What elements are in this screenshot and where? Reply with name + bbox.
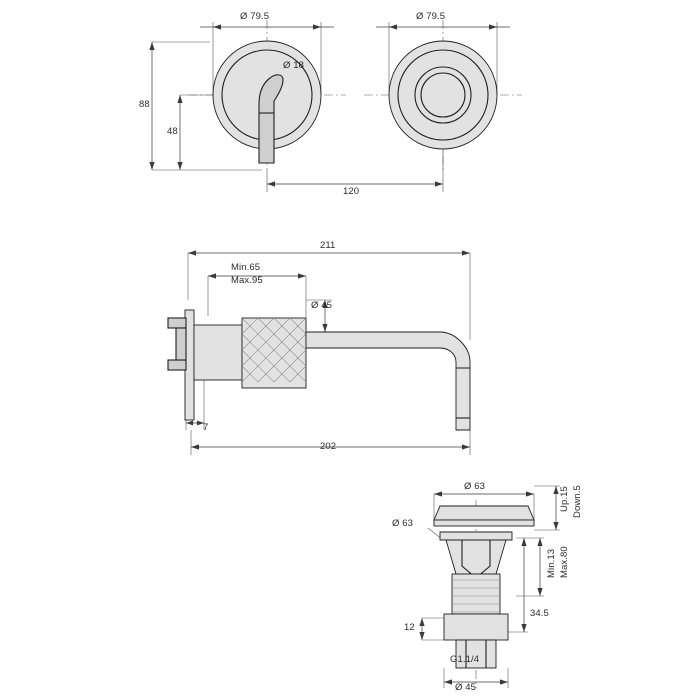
dim-handle-height-axis: 48: [167, 126, 178, 137]
dim-spout-min-depth: Min.65: [231, 262, 261, 273]
dim-waste-max-thickness: Max.80: [559, 546, 570, 578]
dim-waste-travel-down: Down.5: [572, 485, 583, 518]
dim-spout-projection: 202: [320, 441, 337, 452]
dim-spout-max-depth: Max.95: [231, 275, 263, 286]
dim-waste-thread: G1.1/4: [450, 654, 480, 665]
dim-center-distance: 120: [343, 186, 360, 197]
dim-spout-overall-length: 211: [320, 240, 336, 251]
dim-handle-plate-diameter: Ø 79.5: [240, 11, 270, 22]
dim-waste-travel-up: Up.15: [559, 486, 570, 512]
dim-waste-body-diameter: Ø 45: [455, 682, 476, 693]
dim-waste-flange-height: 12: [404, 622, 415, 633]
dim-lever-diameter: Ø 18: [283, 60, 304, 71]
dim-waste-flange-diameter: Ø 63: [392, 518, 413, 529]
dim-waste-min-thickness: Min.13: [546, 548, 557, 578]
dim-spout-wall-thickness: 7: [203, 422, 209, 433]
dim-handle-height-total: 88: [139, 99, 150, 110]
dim-waste-cap-diameter: Ø 63: [464, 481, 485, 492]
dim-outlet-plate-diameter: Ø 79.5: [416, 11, 446, 22]
dim-spout-body-diameter: Ø 45: [311, 300, 332, 311]
dim-waste-shank-length: 34.5: [530, 608, 549, 619]
